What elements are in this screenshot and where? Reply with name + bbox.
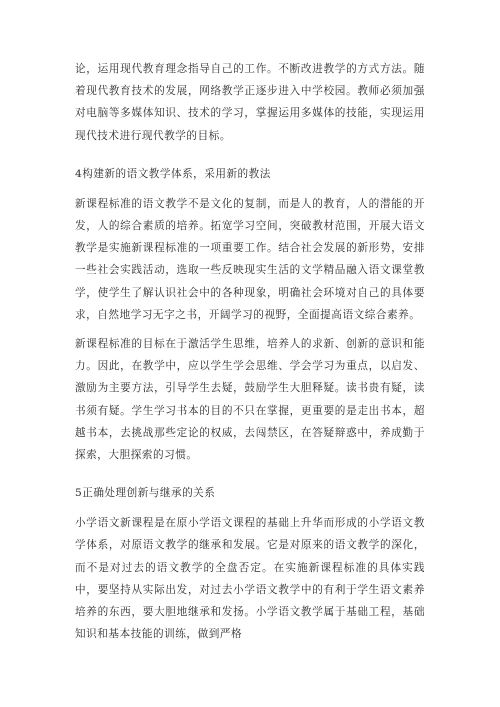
section-heading-5: 5正确处理创新与继承的关系 <box>75 487 216 500</box>
document-body <box>75 58 425 645</box>
paragraph-thinking-goals: 新课程标准的目标在于激活学生思维，培养人的求新、创新的意识和能力。因此，在教学中，应以学生学会思维、学会学习为重点，以启发、激励为主要方法，引导学生去疑，鼓励学生大胆释疑。读书贵有疑，读书须有疑。学生学习书本的目的不只在掌握，更重要的是走出书本，超越书本，去挑战那些定论的权威，去闯禁区，在答疑辩惑中，养成勤于探索，大胆探索的习惯。 <box>75 338 425 462</box>
section-heading-4: 4构建新的语文教学体系，采用新的教法 <box>75 167 271 180</box>
paragraph-continued: 论，运用现代教育理念指导自己的工作。不断改进教学的方式方法。随着现代教育技术的发展，网络教学正逐步进入中学校园。教师必须加强对电脑等多媒体知识、技术的学习，掌握运用多媒体的技能，实现运用现代技术进行现代教学的目标。 <box>75 63 425 142</box>
spacer <box>75 147 425 154</box>
spacer <box>75 466 425 473</box>
spacer <box>75 326 425 333</box>
paragraph-innovation-inheritance: 小学语文新课程是在原小学语文课程的基础上升华而形成的小学语文教学体系，对原语文教学的继承和发展。它是对原来的语文教学的深化，而不是对过去的语文教学的全盘否定。在实施新课程标准的具体实践中，要坚持从实际出发，对过去小学语文教学中的有利于学生语文素养培养的东西，要大胆地继承和发扬。小学语文教学属于基础工程，基础知识和基本技能的训练，做到严格 <box>75 517 425 641</box>
paragraph-curriculum-system: 新课程标准的语文教学不是文化的复制，而是人的教育，人的潜能的开发，人的综合素质的培养。拓宽学习空间，突破教材范围，开展大语文教学是实施新课程标准的一项重要工作。结合社会发展的新形势，安排一些社会实践活动，选取一些反映现实生活的文学精品融入语文课堂教学，使学生了解认识社会中的各种现象，明确社会环境对自己的具体要求，自然地学习无字之书，开阔学习的视野，全面提高语文综合素养。 <box>75 197 425 321</box>
